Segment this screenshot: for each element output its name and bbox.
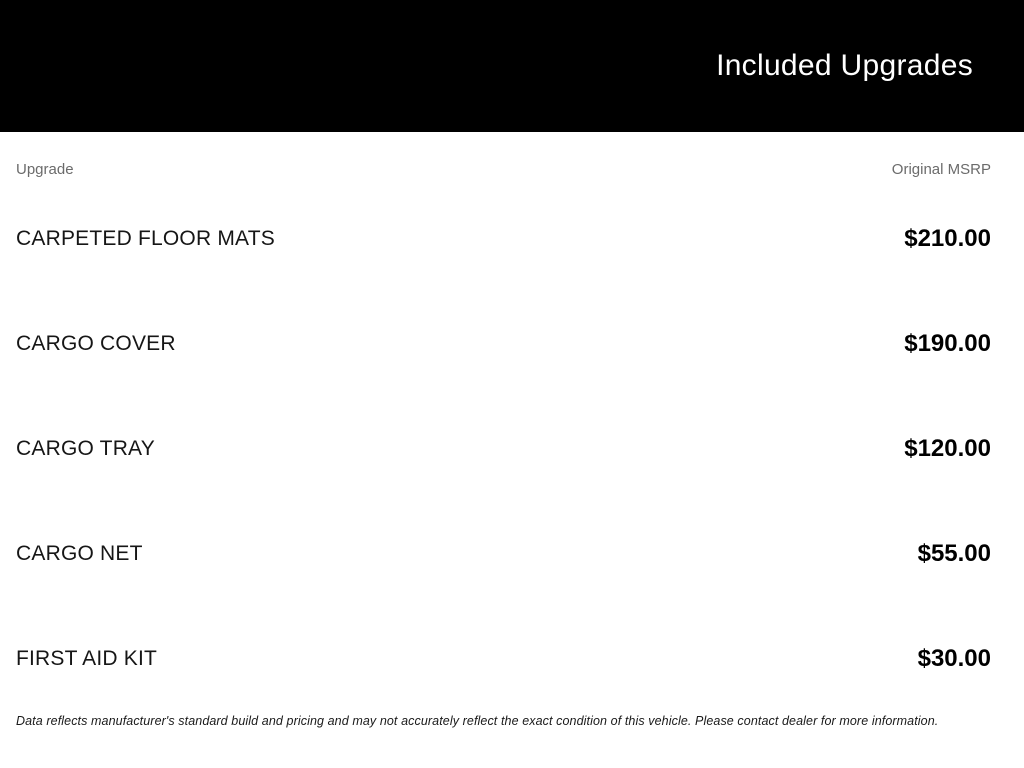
table-row	[0, 292, 1024, 397]
upgrade-name: FIRST AID KIT	[16, 647, 158, 670]
table-row	[0, 607, 1024, 712]
upgrade-msrp: $55.00	[917, 540, 991, 567]
table-body	[0, 187, 1024, 712]
page-header	[0, 0, 1024, 132]
table-row	[0, 502, 1024, 607]
upgrade-msrp: $120.00	[904, 435, 991, 462]
column-header-upgrade: Upgrade	[16, 161, 74, 178]
upgrade-msrp: $210.00	[904, 225, 991, 252]
upgrade-name: CARGO NET	[16, 542, 143, 565]
upgrade-name: CARGO TRAY	[16, 437, 155, 460]
upgrade-name: CARGO COVER	[16, 332, 176, 355]
table-header-row	[0, 132, 1024, 179]
table-row	[0, 187, 1024, 292]
upgrade-msrp: $190.00	[904, 330, 991, 357]
table-row	[0, 397, 1024, 502]
upgrade-msrp: $30.00	[917, 645, 991, 672]
column-header-original-msrp: Original MSRP	[891, 161, 991, 178]
page-title: Included Upgrades	[716, 49, 973, 82]
upgrades-table	[0, 132, 1024, 768]
page-footer	[0, 712, 1024, 728]
disclaimer-text: Data reflects manufacturer's standard build and pricing and may not accurately reflect the exact condition of this vehicle. Please contact dealer for more information.	[16, 713, 939, 728]
upgrade-name: CARPETED FLOOR MATS	[16, 227, 275, 250]
